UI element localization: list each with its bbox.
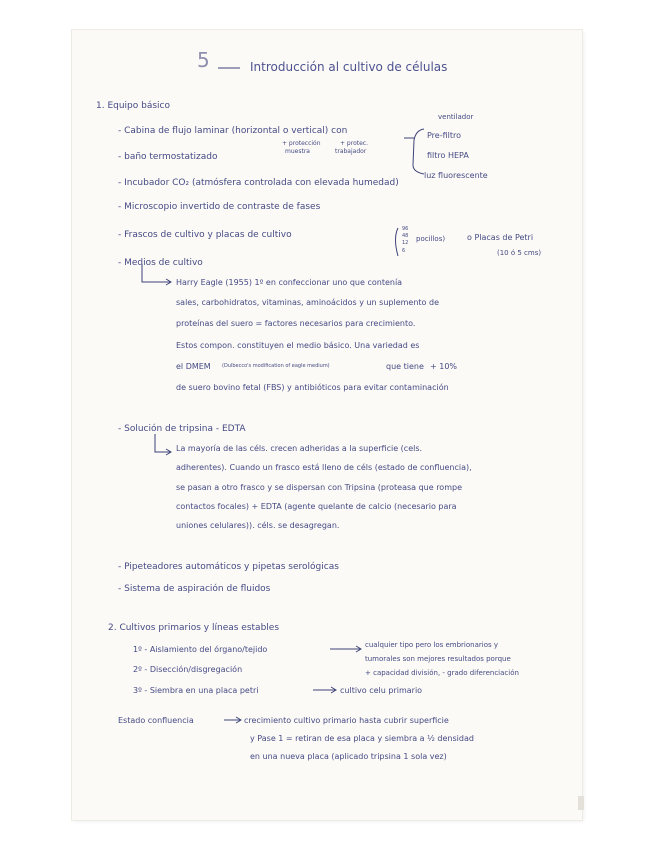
step-3-result: cultivo celu primario <box>340 686 423 695</box>
microscopio-line: - Microscopio invertido de contraste de fases <box>118 202 321 212</box>
confluencia-line-3: en una nueva placa (aplicado tripsina 1 sola vez) <box>250 752 447 761</box>
section2-note-2: + capacidad división, - grado diferenciación <box>365 669 519 677</box>
step-1-result: cualquier tipo pero los embrionarios y <box>365 641 498 649</box>
confluencia-line-2: y Pase 1 = retiran de esa placa y siembra a ½ densidad <box>250 734 474 743</box>
chapter-number: 5 <box>197 48 210 72</box>
tripsina-line-3: se pasan a otro frasco y se dispersan con Tripsina (proteasa que rompe <box>176 483 462 492</box>
medios-line-2: sales, carbohidratos, vitaminas, aminoácidos y un suplemento de <box>176 298 439 307</box>
pipeteadores-line: - Pipeteadores automáticos y pipetas serológicas <box>118 562 339 572</box>
cabina-note-protec: + protec. <box>340 140 368 147</box>
incubador-line: - Incubador CO₂ (atmósfera controlada con elevada humedad) <box>118 178 399 188</box>
pocillos-6: 6 <box>402 248 406 254</box>
medios-line-7: de suero bovino fetal (FBS) y antibióticos para evitar contaminación <box>176 383 449 392</box>
dmem-note: (Dulbecco's modification of eagle medium) <box>222 363 330 369</box>
dmem-percent: + 10% <box>430 362 458 371</box>
section2-heading: 2. Cultivos primarios y líneas estables <box>108 623 280 633</box>
placas-petri: o Placas de Petri <box>467 233 534 242</box>
tripsina-line-5: uniones celulares)). céls. se desagregan. <box>176 521 340 530</box>
frascos-line: - Frascos de cultivo y placas de cultivo <box>118 230 292 240</box>
pocillos-48: 48 <box>402 233 409 239</box>
tripsina-line-1: La mayoría de las céls. crecen adheridas a la superficie (cels. <box>176 444 423 453</box>
dmem-tail: que tiene <box>386 362 424 371</box>
confluencia-line-1: crecimiento cultivo primario hasta cubrir superficie <box>244 716 449 725</box>
pocillos-96: 96 <box>402 226 409 232</box>
brace-item-fluorescente: luz fluorescente <box>424 171 488 180</box>
medios-line-4: Estos compon. constituyen el medio básico. Una variedad es <box>176 341 420 350</box>
tripsina-heading: - Solución de tripsina - EDTA <box>118 424 246 434</box>
medios-line-1: Harry Eagle (1955) 1º en confeccionar uno que contenía <box>176 278 403 287</box>
brace-item-prefiltro: Pre-filtro <box>427 131 462 140</box>
brace-curve <box>413 129 424 174</box>
pocillos-12: 12 <box>402 240 409 246</box>
brace-item-ventilador: ventilador <box>438 113 474 121</box>
section1-heading: 1. Equipo básico <box>96 101 171 111</box>
cabina-line: - Cabina de flujo laminar (horizontal o vertical) con <box>118 126 348 136</box>
petri-size: (10 ó 5 cms) <box>497 249 542 257</box>
section2-note-1: tumorales son mejores resultados porque <box>365 655 511 663</box>
step-2: 2º - Disección/disgregación <box>133 665 243 674</box>
step-3: 3º - Siembra en una placa petri <box>133 686 259 695</box>
step-1: 1º - Aislamiento del órgano/tejido <box>133 645 268 654</box>
brace-item-hepa: filtro HEPA <box>427 151 469 160</box>
bano-line: - baño termostatizado <box>118 152 218 162</box>
cabina-note-muestra: muestra <box>285 148 310 155</box>
cabina-note-trabajador: trabajador <box>335 148 367 155</box>
pocillos-label: pocillos) <box>416 235 446 243</box>
sistema-line: - Sistema de aspiración de fluidos <box>118 584 271 594</box>
page-title: Introducción al cultivo de células <box>250 60 448 74</box>
tripsina-arrow-line <box>155 434 170 452</box>
pocillos-brace <box>396 228 399 256</box>
tripsina-line-4: contactos focales) + EDTA (agente quelante de calcio (necesario para <box>176 502 457 511</box>
medios-line-dmem: el DMEM <box>176 362 211 371</box>
medios-line-3: proteínas del suero = factores necesarios para crecimiento. <box>176 319 416 328</box>
cabina-note-proteccion: + protección <box>282 140 321 147</box>
tripsina-line-2: adherentes). Cuando un frasco está lleno de céls (estado de confluencia), <box>176 463 472 472</box>
medios-heading: - Medios de cultivo <box>118 258 203 268</box>
confluencia-label: Estado confluencia <box>118 716 194 725</box>
